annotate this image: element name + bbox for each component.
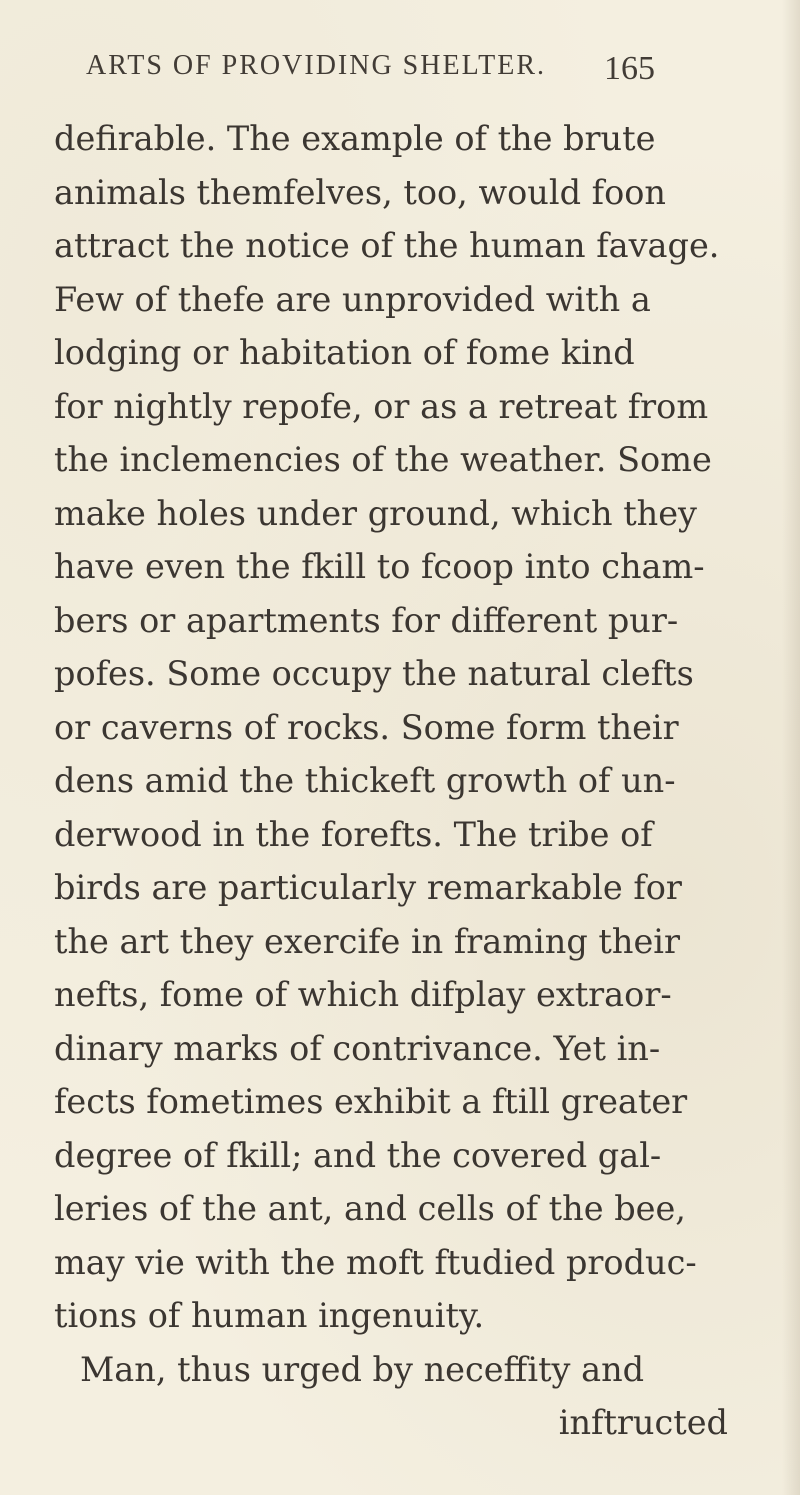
text-line: the art they exercife in framing their	[54, 921, 681, 961]
page-edge-shadow	[782, 0, 800, 1495]
text-line: may vie with the moft ftudied produc-	[54, 1242, 697, 1282]
text-line: defirable. The example of the brute	[54, 119, 656, 158]
text-line: derwood in the forefts. The tribe of	[54, 814, 653, 854]
text-line: for nightly repofe, or as a retreat from	[54, 386, 709, 426]
text-line: dinary marks of contrivance. Yet in-	[54, 1028, 661, 1068]
text-line: bers or apartments for different pur-	[54, 600, 679, 640]
catchword: inftructed	[558, 1403, 728, 1442]
text-line: pofes. Some occupy the natural clefts	[54, 654, 694, 693]
text-line: tions of human ingenuity.	[54, 1296, 485, 1335]
text-line: or caverns of rocks. Some form their	[54, 707, 679, 747]
text-line: dens amid the thickeft growth of un-	[54, 761, 676, 800]
page-number: 165	[604, 50, 655, 87]
text-line: nefts, fome of which difplay extraor-	[54, 975, 672, 1014]
running-head-title: ARTS OF PROVIDING SHELTER.	[86, 50, 546, 81]
text-line: birds are particularly remarkable for	[54, 868, 682, 907]
text-line: the inclemencies of the weather. Some	[54, 440, 712, 479]
text-line: have even the fkill to fcoop into cham-	[54, 547, 705, 586]
text-line: animals themfelves, too, would foon	[54, 172, 666, 212]
text-line: Few of thefe are unprovided with a	[54, 279, 651, 319]
paragraph-first-line: Man, thus urged by neceffity and	[80, 1349, 645, 1389]
text-line: lodging or habitation of fome kind	[54, 333, 635, 372]
running-head	[86, 50, 706, 100]
text-line: attract the notice of the human favage.	[54, 226, 720, 265]
text-line: degree of fkill; and the covered gal-	[54, 1135, 662, 1175]
body-text	[54, 112, 734, 1450]
text-line: fects fometimes exhibit a ftill greater	[54, 1082, 688, 1121]
text-line: make holes under ground, which they	[54, 493, 697, 533]
text-line: leries of the ant, and cells of the bee,	[54, 1189, 686, 1228]
